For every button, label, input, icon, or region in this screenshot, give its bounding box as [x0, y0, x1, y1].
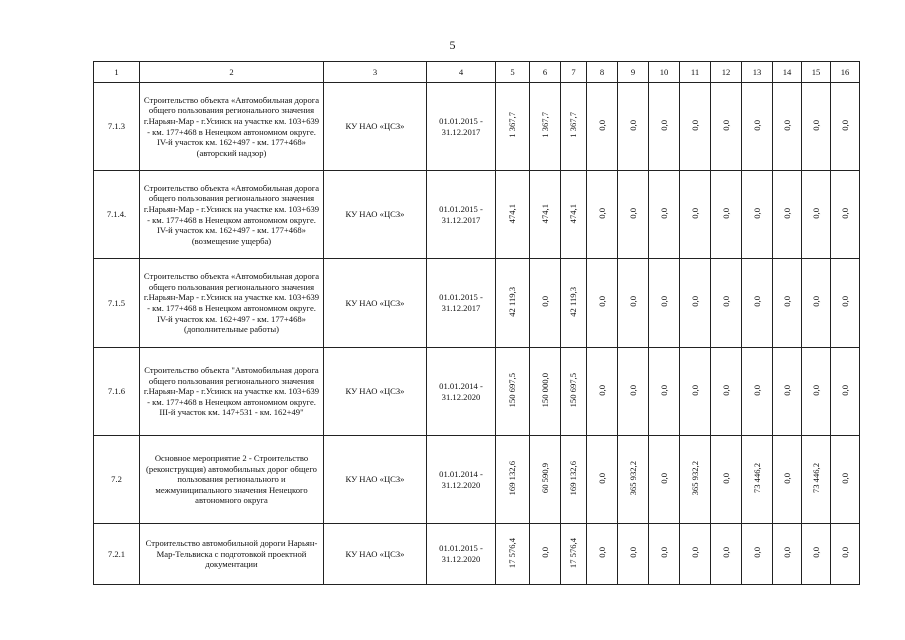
value-text: 0,0	[689, 384, 700, 396]
value-text: 150 697,5	[507, 373, 518, 408]
column-header-14: 14	[773, 62, 802, 83]
cell-num: 7.1.3	[94, 83, 140, 171]
cell-value	[802, 83, 831, 171]
column-header-7: 7	[561, 62, 587, 83]
cell-value	[649, 348, 680, 436]
value-text: 0,0	[751, 296, 762, 308]
cell-value	[773, 171, 802, 259]
value-text: 0,0	[689, 207, 700, 219]
cell-value	[618, 171, 649, 259]
cell-num: 7.1.5	[94, 259, 140, 348]
cell-value	[711, 259, 742, 348]
cell-value	[530, 259, 561, 348]
page-number: 5	[449, 38, 456, 52]
value-text: 0,0	[781, 384, 792, 396]
value-text: 0,0	[596, 472, 607, 484]
value-text: 17 576,4	[568, 537, 579, 568]
value-text: 73 446,2	[810, 463, 821, 494]
cell-value	[530, 348, 561, 436]
cell-value	[711, 171, 742, 259]
cell-name: Строительство объекта «Автомобильная дорога общего пользования регионального значения г.Нарьян-Мар - г.Усинск на участке км. 103+639 - км. 177+468 в Ненецком автономном округе. IV-й участок км. 162+497 - км. 177+468» (возмещение ущерба)	[140, 171, 324, 259]
cell-value	[831, 436, 860, 524]
cell-value	[773, 348, 802, 436]
value-text: 0,0	[720, 384, 731, 396]
cell-value	[831, 524, 860, 585]
column-header-8: 8	[587, 62, 618, 83]
cell-num: 7.2	[94, 436, 140, 524]
cell-value	[649, 83, 680, 171]
value-text: 0,0	[596, 296, 607, 308]
value-text: 0,0	[810, 119, 821, 131]
value-text: 0,0	[781, 207, 792, 219]
value-text: 1 367,7	[539, 112, 550, 139]
value-text: 0,0	[810, 296, 821, 308]
value-text: 0,0	[720, 296, 731, 308]
cell-org: КУ НАО «ЦСЗ»	[324, 348, 427, 436]
cell-value	[742, 436, 773, 524]
value-text: 0,0	[839, 384, 850, 396]
cell-value	[618, 436, 649, 524]
value-text: 150 000,0	[539, 373, 550, 408]
cell-value	[618, 348, 649, 436]
value-text: 0,0	[720, 119, 731, 131]
cell-num: 7.1.4.	[94, 171, 140, 259]
cell-value	[831, 259, 860, 348]
cell-value	[649, 524, 680, 585]
cell-value	[496, 259, 530, 348]
cell-org: КУ НАО «ЦСЗ»	[324, 171, 427, 259]
column-header-13: 13	[742, 62, 773, 83]
cell-value	[587, 171, 618, 259]
cell-org: КУ НАО «ЦСЗ»	[324, 83, 427, 171]
cell-value	[831, 83, 860, 171]
cell-value	[802, 436, 831, 524]
cell-value	[561, 83, 587, 171]
value-text: 0,0	[810, 384, 821, 396]
value-text: 42 119,3	[568, 286, 579, 317]
value-text: 0,0	[539, 547, 550, 559]
value-text: 0,0	[596, 119, 607, 131]
cell-value	[618, 83, 649, 171]
value-text: 0,0	[751, 547, 762, 559]
cell-value	[561, 524, 587, 585]
cell-value	[587, 259, 618, 348]
cell-value	[496, 348, 530, 436]
value-text: 0,0	[658, 296, 669, 308]
table-row	[94, 259, 860, 348]
value-text: 0,0	[839, 207, 850, 219]
cell-value	[561, 259, 587, 348]
value-text: 0,0	[751, 384, 762, 396]
value-text: 0,0	[689, 296, 700, 308]
value-text: 169 132,6	[507, 461, 518, 496]
cell-name: Строительство объекта «Автомобильная дорога общего пользования регионального значения г.Нарьян-Мар - г.Усинск на участке км. 103+639 - км. 177+468 в Ненецком автономном округе. IV-й участок км. 162+497 - км. 177+468» (авторский надзор)	[140, 83, 324, 171]
column-header-9: 9	[618, 62, 649, 83]
value-text: 0,0	[839, 119, 850, 131]
cell-value	[530, 524, 561, 585]
cell-value	[618, 524, 649, 585]
cell-value	[496, 436, 530, 524]
value-text: 0,0	[596, 547, 607, 559]
value-text: 474,1	[539, 203, 550, 223]
cell-value	[530, 436, 561, 524]
header-row	[94, 62, 860, 83]
cell-value	[530, 171, 561, 259]
cell-value	[618, 259, 649, 348]
column-header-10: 10	[649, 62, 680, 83]
cell-value	[530, 83, 561, 171]
value-text: 0,0	[781, 472, 792, 484]
value-text: 0,0	[839, 547, 850, 559]
value-text: 169 132,6	[568, 461, 579, 496]
cell-value	[649, 171, 680, 259]
cell-value	[587, 436, 618, 524]
column-header-12: 12	[711, 62, 742, 83]
value-text: 73 446,2	[751, 463, 762, 494]
cell-value	[742, 83, 773, 171]
value-text: 0,0	[781, 119, 792, 131]
cell-value	[680, 524, 711, 585]
cell-value	[773, 436, 802, 524]
value-text: 0,0	[596, 207, 607, 219]
cell-value	[680, 83, 711, 171]
cell-org: КУ НАО «ЦСЗ»	[324, 259, 427, 348]
value-text: 0,0	[720, 547, 731, 559]
value-text: 474,1	[568, 203, 579, 223]
cell-value	[711, 348, 742, 436]
cell-name: Строительство объекта «Автомобильная дорога общего пользования регионального значения г.Нарьян-Мар - г.Усинск на участке км. 103+639 - км. 177+468 в Ненецком автономном округе. IV-й участок км. 162+497 - км. 177+468» (дополнительные работы)	[140, 259, 324, 348]
cell-value	[561, 348, 587, 436]
column-header-16: 16	[831, 62, 860, 83]
value-text: 0,0	[539, 296, 550, 308]
value-text: 42 119,3	[507, 286, 518, 317]
cell-value	[587, 83, 618, 171]
value-text: 365 932,2	[689, 461, 700, 496]
value-text: 0,0	[658, 119, 669, 131]
value-text: 60 590,9	[539, 463, 550, 494]
cell-org: КУ НАО «ЦСЗ»	[324, 436, 427, 524]
value-text: 0,0	[627, 547, 638, 559]
value-text: 0,0	[689, 119, 700, 131]
cell-value	[496, 171, 530, 259]
column-header-5: 5	[496, 62, 530, 83]
cell-value	[649, 436, 680, 524]
cell-value	[742, 171, 773, 259]
column-header-3: 3	[324, 62, 427, 83]
cell-num: 7.2.1	[94, 524, 140, 585]
cell-value	[587, 524, 618, 585]
cell-value	[773, 83, 802, 171]
value-text: 0,0	[720, 472, 731, 484]
cell-value	[587, 348, 618, 436]
value-text: 365 932,2	[627, 461, 638, 496]
table-row	[94, 524, 860, 585]
value-text: 0,0	[751, 119, 762, 131]
cell-value	[831, 171, 860, 259]
value-text: 0,0	[627, 119, 638, 131]
cell-value	[711, 524, 742, 585]
column-header-11: 11	[680, 62, 711, 83]
cell-value	[802, 524, 831, 585]
value-text: 474,1	[507, 203, 518, 223]
cell-value	[496, 83, 530, 171]
cell-value	[773, 259, 802, 348]
value-text: 0,0	[596, 384, 607, 396]
column-header-1: 1	[94, 62, 140, 83]
value-text: 0,0	[751, 207, 762, 219]
cell-value	[802, 259, 831, 348]
value-text: 0,0	[839, 296, 850, 308]
value-text: 0,0	[810, 547, 821, 559]
cell-value	[831, 348, 860, 436]
cell-value	[680, 436, 711, 524]
value-text: 0,0	[720, 207, 731, 219]
cell-name: Основное мероприятие 2 - Строительство (реконструкция) автомобильных дорог общего пользования регионального и межмуниципального значения Ненецкого автономного округа	[140, 436, 324, 524]
cell-value	[561, 171, 587, 259]
cell-value	[773, 524, 802, 585]
value-text: 1 367,7	[507, 112, 518, 139]
cell-org: КУ НАО «ЦСЗ»	[324, 524, 427, 585]
cell-value	[680, 259, 711, 348]
table-row	[94, 348, 860, 436]
cell-period: 01.01.2015 - 31.12.2017	[427, 171, 496, 259]
value-text: 0,0	[810, 207, 821, 219]
value-text: 0,0	[627, 296, 638, 308]
column-header-4: 4	[427, 62, 496, 83]
cell-period: 01.01.2014 - 31.12.2020	[427, 436, 496, 524]
value-text: 0,0	[627, 384, 638, 396]
cell-period: 01.01.2015 - 31.12.2017	[427, 83, 496, 171]
value-text: 0,0	[689, 547, 700, 559]
cell-value	[802, 348, 831, 436]
cell-value	[711, 83, 742, 171]
cell-period: 01.01.2015 - 31.12.2020	[427, 524, 496, 585]
cell-period: 01.01.2014 - 31.12.2020	[427, 348, 496, 436]
budget-table	[93, 61, 860, 585]
value-text: 0,0	[658, 547, 669, 559]
cell-value	[742, 259, 773, 348]
value-text: 0,0	[839, 472, 850, 484]
cell-value	[649, 259, 680, 348]
value-text: 0,0	[658, 472, 669, 484]
cell-name: Строительство объекта "Автомобильная дорога общего пользования регионального значения г.Нарьян-Мар - г.Усинск на участке км. 103+639 - км. 177+468 в Ненецком автономном округе. III-й участок км. 147+531 - км. 162+49"	[140, 348, 324, 436]
cell-value	[711, 436, 742, 524]
cell-num: 7.1.6	[94, 348, 140, 436]
table-row	[94, 83, 860, 171]
value-text: 0,0	[658, 207, 669, 219]
value-text: 150 697,5	[568, 373, 579, 408]
cell-value	[742, 348, 773, 436]
value-text: 0,0	[781, 547, 792, 559]
table-row	[94, 436, 860, 524]
cell-period: 01.01.2015 - 31.12.2017	[427, 259, 496, 348]
cell-value	[561, 436, 587, 524]
value-text: 1 367,7	[568, 112, 579, 139]
value-text: 0,0	[781, 296, 792, 308]
value-text: 0,0	[658, 384, 669, 396]
table-row	[94, 171, 860, 259]
cell-value	[496, 524, 530, 585]
column-header-6: 6	[530, 62, 561, 83]
column-header-15: 15	[802, 62, 831, 83]
cell-name: Строительство автомобильной дороги Нарьян-Мар-Тельвиска с подготовкой проектной документации	[140, 524, 324, 585]
cell-value	[680, 348, 711, 436]
column-header-2: 2	[140, 62, 324, 83]
value-text: 0,0	[627, 207, 638, 219]
cell-value	[802, 171, 831, 259]
value-text: 17 576,4	[507, 537, 518, 568]
cell-value	[680, 171, 711, 259]
table-body	[94, 83, 860, 585]
cell-value	[742, 524, 773, 585]
